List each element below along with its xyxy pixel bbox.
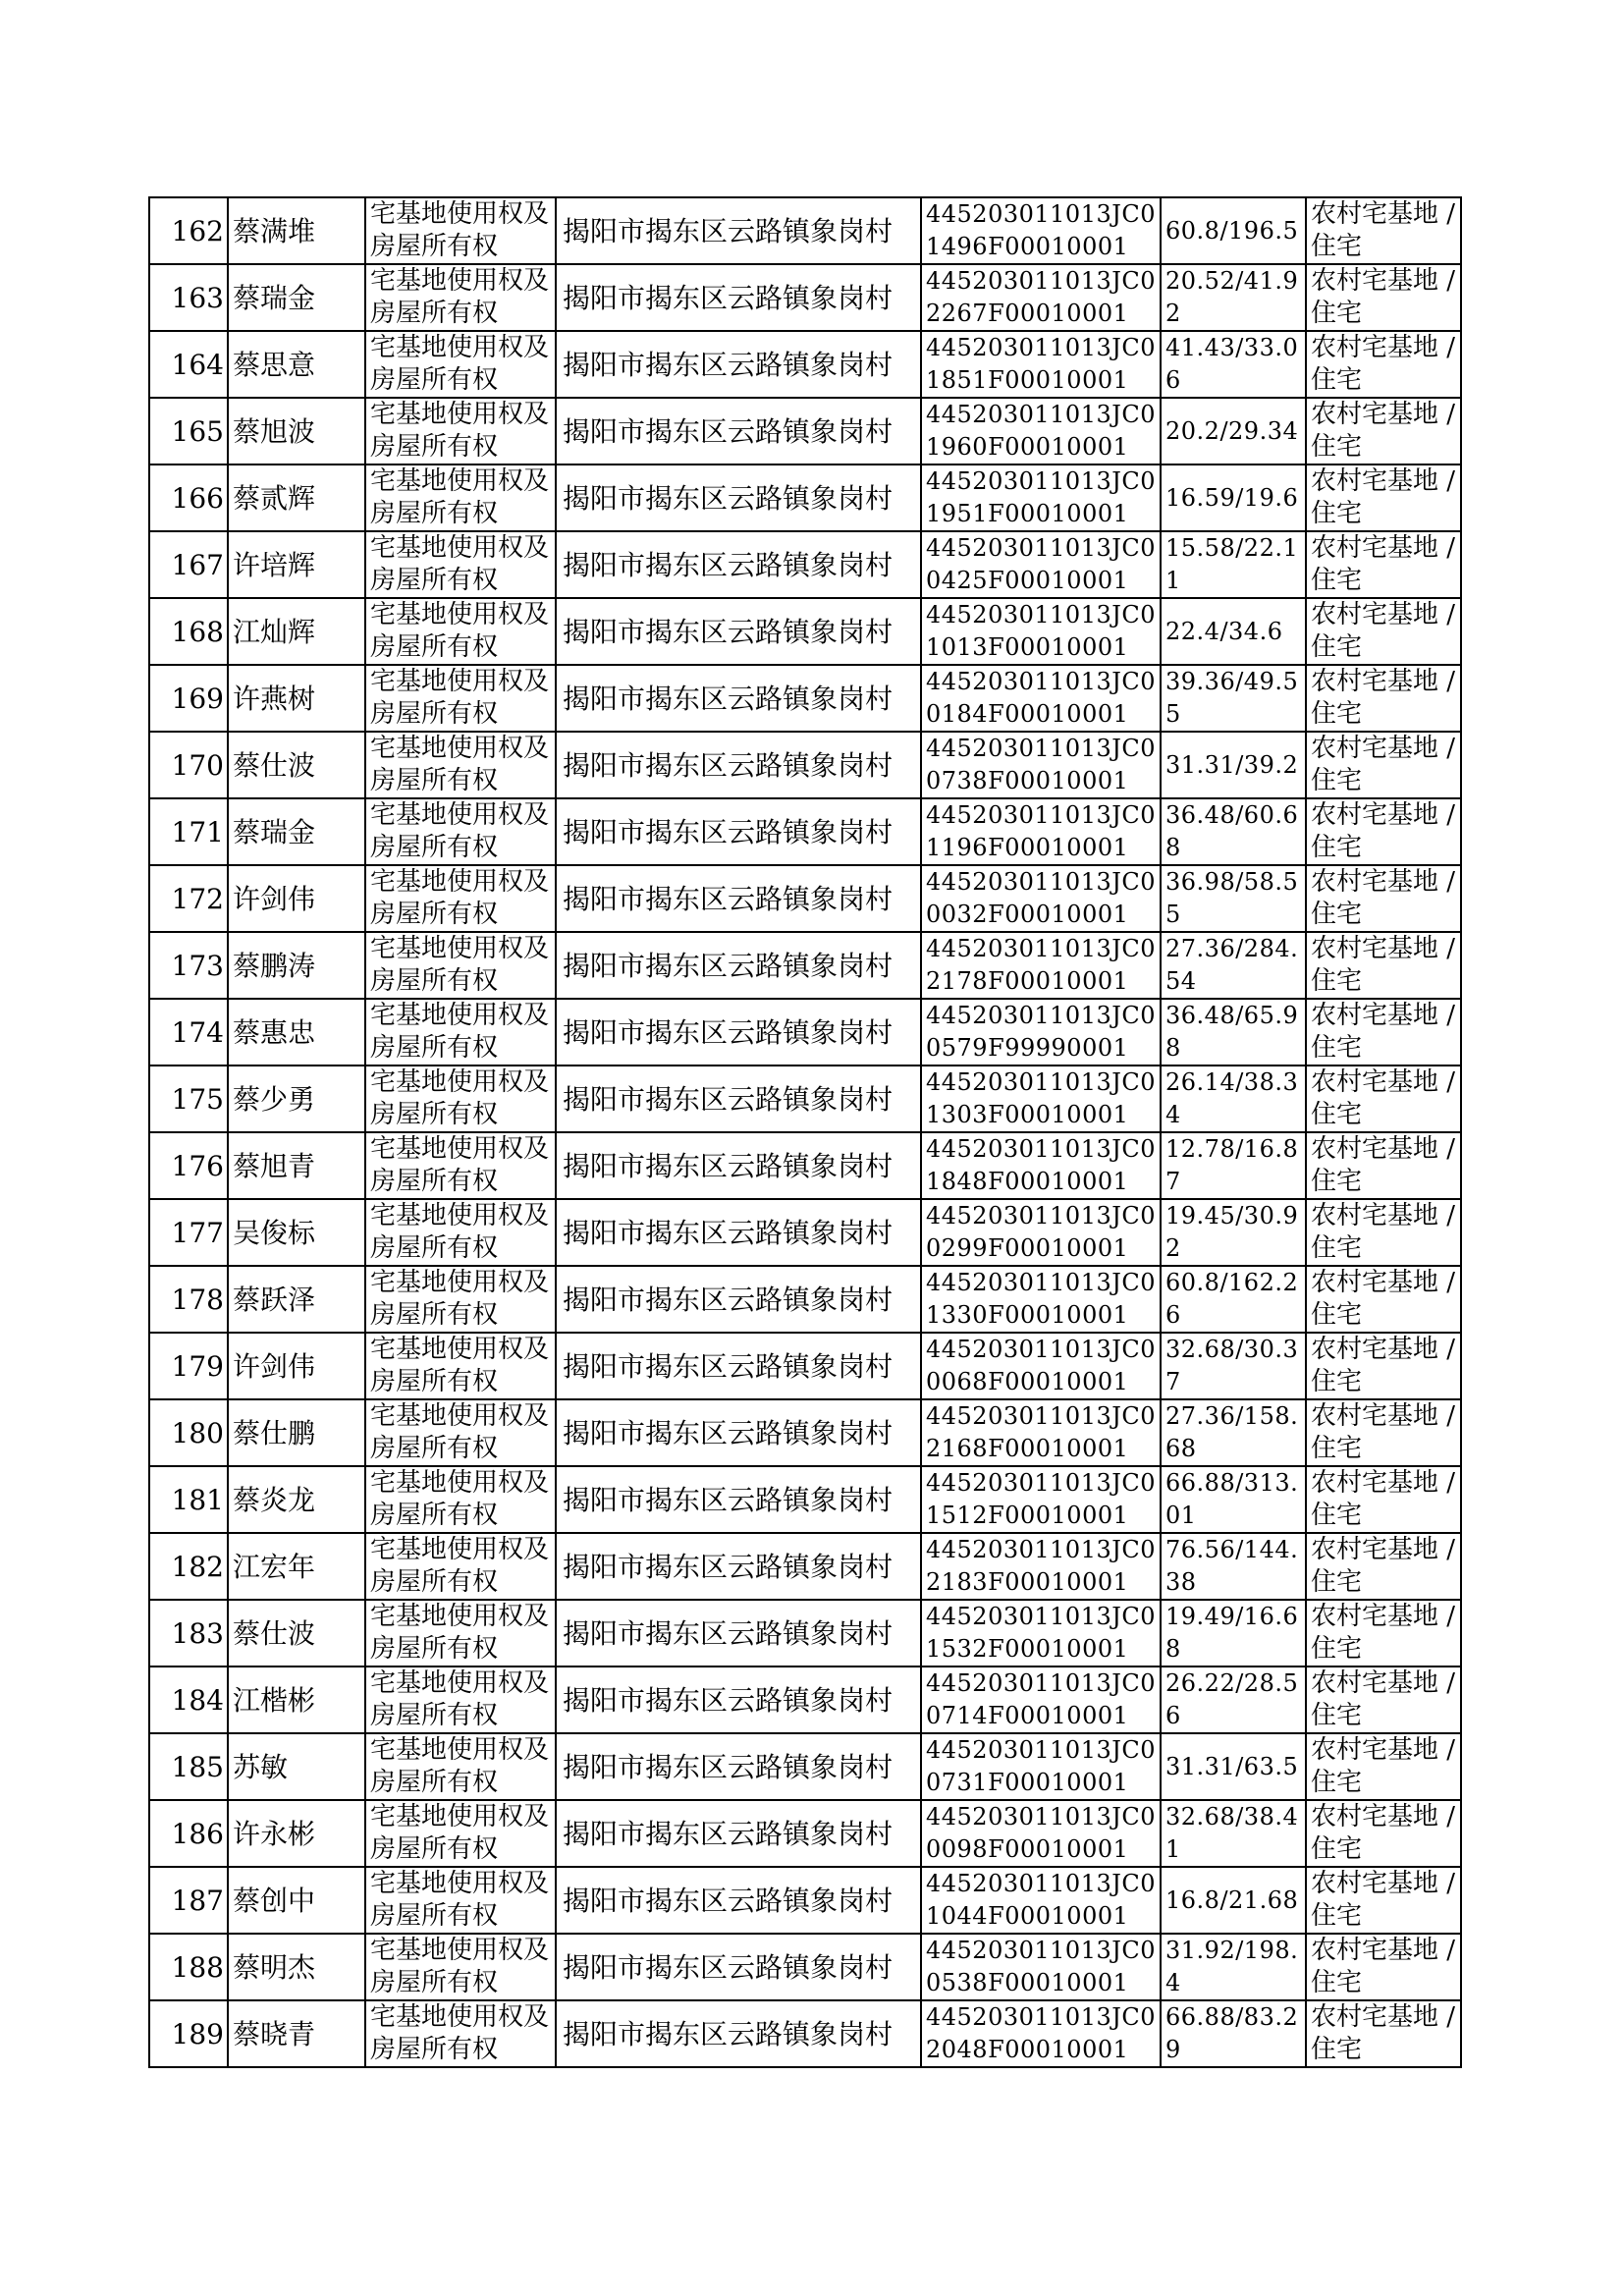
unit-code-cell: 445203011013JC01951F00010001 — [921, 464, 1161, 531]
area-value-cell: 20.52/41.92 — [1161, 264, 1306, 331]
area-value-cell: 19.49/16.68 — [1161, 1600, 1306, 1667]
right-type-cell: 宅基地使用权及房屋所有权 — [365, 1934, 556, 2000]
area-value-cell: 76.56/144.38 — [1161, 1533, 1306, 1600]
row-number-cell: 186 — [149, 1800, 228, 1867]
area-value-cell: 32.68/30.37 — [1161, 1333, 1306, 1399]
row-number-cell: 177 — [149, 1199, 228, 1266]
owner-name-cell: 蔡创中 — [228, 1867, 365, 1934]
area-value-cell: 41.43/33.06 — [1161, 331, 1306, 398]
table-row — [149, 1466, 1461, 1533]
right-type-cell: 宅基地使用权及房屋所有权 — [365, 1466, 556, 1533]
land-use-cell: 农村宅基地 / 住宅 — [1306, 1399, 1461, 1466]
owner-name-cell: 蔡明杰 — [228, 1934, 365, 2000]
area-value-cell: 16.59/19.6 — [1161, 464, 1306, 531]
owner-name-cell: 蔡思意 — [228, 331, 365, 398]
row-number-cell: 187 — [149, 1867, 228, 1934]
unit-code-cell: 445203011013JC00299F00010001 — [921, 1199, 1161, 1266]
property-location-cell: 揭阳市揭东区云路镇象岗村 — [556, 331, 921, 398]
owner-name-cell: 蔡仕波 — [228, 732, 365, 798]
property-location-cell: 揭阳市揭东区云路镇象岗村 — [556, 464, 921, 531]
owner-name-cell: 蔡仕波 — [228, 1600, 365, 1667]
table-row — [149, 932, 1461, 999]
property-location-cell: 揭阳市揭东区云路镇象岗村 — [556, 1867, 921, 1934]
land-use-cell: 农村宅基地 / 住宅 — [1306, 1066, 1461, 1132]
row-number-cell: 185 — [149, 1733, 228, 1800]
unit-code-cell: 445203011013JC00184F00010001 — [921, 665, 1161, 732]
right-type-cell: 宅基地使用权及房屋所有权 — [365, 1199, 556, 1266]
property-location-cell: 揭阳市揭东区云路镇象岗村 — [556, 1132, 921, 1199]
property-location-cell: 揭阳市揭东区云路镇象岗村 — [556, 665, 921, 732]
area-value-cell: 19.45/30.92 — [1161, 1199, 1306, 1266]
unit-code-cell: 445203011013JC00714F00010001 — [921, 1667, 1161, 1733]
row-number-cell: 188 — [149, 1934, 228, 2000]
row-number-cell: 183 — [149, 1600, 228, 1667]
property-registry-table — [148, 196, 1462, 2068]
property-location-cell: 揭阳市揭东区云路镇象岗村 — [556, 531, 921, 598]
table-row — [149, 1199, 1461, 1266]
property-location-cell: 揭阳市揭东区云路镇象岗村 — [556, 798, 921, 865]
table-row — [149, 1600, 1461, 1667]
property-location-cell: 揭阳市揭东区云路镇象岗村 — [556, 1333, 921, 1399]
unit-code-cell: 445203011013JC01330F00010001 — [921, 1266, 1161, 1333]
property-location-cell: 揭阳市揭东区云路镇象岗村 — [556, 1533, 921, 1600]
land-use-cell: 农村宅基地 / 住宅 — [1306, 264, 1461, 331]
owner-name-cell: 江宏年 — [228, 1533, 365, 1600]
area-value-cell: 66.88/313.01 — [1161, 1466, 1306, 1533]
row-number-cell: 172 — [149, 865, 228, 932]
area-value-cell: 32.68/38.41 — [1161, 1800, 1306, 1867]
table-row — [149, 1333, 1461, 1399]
right-type-cell: 宅基地使用权及房屋所有权 — [365, 932, 556, 999]
owner-name-cell: 许燕树 — [228, 665, 365, 732]
property-location-cell: 揭阳市揭东区云路镇象岗村 — [556, 197, 921, 264]
unit-code-cell: 445203011013JC01496F00010001 — [921, 197, 1161, 264]
unit-code-cell: 445203011013JC02183F00010001 — [921, 1533, 1161, 1600]
land-use-cell: 农村宅基地 / 住宅 — [1306, 464, 1461, 531]
owner-name-cell: 蔡鹏涛 — [228, 932, 365, 999]
table-row — [149, 865, 1461, 932]
area-value-cell: 20.2/29.34 — [1161, 398, 1306, 464]
land-use-cell: 农村宅基地 / 住宅 — [1306, 398, 1461, 464]
property-location-cell: 揭阳市揭东区云路镇象岗村 — [556, 1733, 921, 1800]
area-value-cell: 16.8/21.68 — [1161, 1867, 1306, 1934]
area-value-cell: 26.22/28.56 — [1161, 1667, 1306, 1733]
land-use-cell: 农村宅基地 / 住宅 — [1306, 197, 1461, 264]
unit-code-cell: 445203011013JC00538F00010001 — [921, 1934, 1161, 2000]
table-row — [149, 331, 1461, 398]
row-number-cell: 166 — [149, 464, 228, 531]
row-number-cell: 178 — [149, 1266, 228, 1333]
property-location-cell: 揭阳市揭东区云路镇象岗村 — [556, 1199, 921, 1266]
row-number-cell: 184 — [149, 1667, 228, 1733]
owner-name-cell: 蔡少勇 — [228, 1066, 365, 1132]
owner-name-cell: 许培辉 — [228, 531, 365, 598]
owner-name-cell: 许永彬 — [228, 1800, 365, 1867]
right-type-cell: 宅基地使用权及房屋所有权 — [365, 264, 556, 331]
area-value-cell: 27.36/284.54 — [1161, 932, 1306, 999]
unit-code-cell: 445203011013JC01851F00010001 — [921, 331, 1161, 398]
area-value-cell: 36.48/60.68 — [1161, 798, 1306, 865]
land-use-cell: 农村宅基地 / 住宅 — [1306, 865, 1461, 932]
area-value-cell: 15.58/22.11 — [1161, 531, 1306, 598]
row-number-cell: 169 — [149, 665, 228, 732]
unit-code-cell: 445203011013JC00731F00010001 — [921, 1733, 1161, 1800]
unit-code-cell: 445203011013JC02168F00010001 — [921, 1399, 1161, 1466]
land-use-cell: 农村宅基地 / 住宅 — [1306, 1667, 1461, 1733]
right-type-cell: 宅基地使用权及房屋所有权 — [365, 1800, 556, 1867]
right-type-cell: 宅基地使用权及房屋所有权 — [365, 1132, 556, 1199]
row-number-cell: 167 — [149, 531, 228, 598]
property-location-cell: 揭阳市揭东区云路镇象岗村 — [556, 865, 921, 932]
unit-code-cell: 445203011013JC02048F00010001 — [921, 2000, 1161, 2067]
row-number-cell: 175 — [149, 1066, 228, 1132]
area-value-cell: 27.36/158.68 — [1161, 1399, 1306, 1466]
right-type-cell: 宅基地使用权及房屋所有权 — [365, 865, 556, 932]
right-type-cell: 宅基地使用权及房屋所有权 — [365, 1266, 556, 1333]
land-use-cell: 农村宅基地 / 住宅 — [1306, 2000, 1461, 2067]
property-location-cell: 揭阳市揭东区云路镇象岗村 — [556, 999, 921, 1066]
owner-name-cell: 蔡晓青 — [228, 2000, 365, 2067]
right-type-cell: 宅基地使用权及房屋所有权 — [365, 732, 556, 798]
owner-name-cell: 蔡仕鹏 — [228, 1399, 365, 1466]
land-use-cell: 农村宅基地 / 住宅 — [1306, 932, 1461, 999]
table-row — [149, 1533, 1461, 1600]
owner-name-cell: 江灿辉 — [228, 598, 365, 665]
right-type-cell: 宅基地使用权及房屋所有权 — [365, 1399, 556, 1466]
row-number-cell: 170 — [149, 732, 228, 798]
unit-code-cell: 445203011013JC00068F00010001 — [921, 1333, 1161, 1399]
right-type-cell: 宅基地使用权及房屋所有权 — [365, 1867, 556, 1934]
owner-name-cell: 蔡瑞金 — [228, 798, 365, 865]
area-value-cell: 31.92/198.4 — [1161, 1934, 1306, 2000]
area-value-cell: 39.36/49.55 — [1161, 665, 1306, 732]
owner-name-cell: 许剑伟 — [228, 865, 365, 932]
right-type-cell: 宅基地使用权及房屋所有权 — [365, 2000, 556, 2067]
area-value-cell: 36.48/65.98 — [1161, 999, 1306, 1066]
property-location-cell: 揭阳市揭东区云路镇象岗村 — [556, 264, 921, 331]
property-location-cell: 揭阳市揭东区云路镇象岗村 — [556, 1800, 921, 1867]
table-row — [149, 1066, 1461, 1132]
right-type-cell: 宅基地使用权及房屋所有权 — [365, 531, 556, 598]
right-type-cell: 宅基地使用权及房屋所有权 — [365, 1600, 556, 1667]
right-type-cell: 宅基地使用权及房屋所有权 — [365, 464, 556, 531]
row-number-cell: 162 — [149, 197, 228, 264]
table-row — [149, 1399, 1461, 1466]
table-body — [149, 197, 1461, 2067]
owner-name-cell: 蔡炎龙 — [228, 1466, 365, 1533]
row-number-cell: 179 — [149, 1333, 228, 1399]
owner-name-cell: 蔡瑞金 — [228, 264, 365, 331]
owner-name-cell: 蔡惠忠 — [228, 999, 365, 1066]
unit-code-cell: 445203011013JC01512F00010001 — [921, 1466, 1161, 1533]
row-number-cell: 182 — [149, 1533, 228, 1600]
right-type-cell: 宅基地使用权及房屋所有权 — [365, 1333, 556, 1399]
land-use-cell: 农村宅基地 / 住宅 — [1306, 1533, 1461, 1600]
area-value-cell: 60.8/162.26 — [1161, 1266, 1306, 1333]
area-value-cell: 60.8/196.5 — [1161, 197, 1306, 264]
land-use-cell: 农村宅基地 / 住宅 — [1306, 798, 1461, 865]
property-location-cell: 揭阳市揭东区云路镇象岗村 — [556, 1934, 921, 2000]
row-number-cell: 163 — [149, 264, 228, 331]
right-type-cell: 宅基地使用权及房屋所有权 — [365, 665, 556, 732]
owner-name-cell: 蔡旭青 — [228, 1132, 365, 1199]
owner-name-cell: 蔡旭波 — [228, 398, 365, 464]
table-row — [149, 598, 1461, 665]
table-row — [149, 1733, 1461, 1800]
land-use-cell: 农村宅基地 / 住宅 — [1306, 1132, 1461, 1199]
owner-name-cell: 蔡跃泽 — [228, 1266, 365, 1333]
unit-code-cell: 445203011013JC02267F00010001 — [921, 264, 1161, 331]
land-use-cell: 农村宅基地 / 住宅 — [1306, 665, 1461, 732]
row-number-cell: 164 — [149, 331, 228, 398]
land-use-cell: 农村宅基地 / 住宅 — [1306, 1934, 1461, 2000]
land-use-cell: 农村宅基地 / 住宅 — [1306, 1733, 1461, 1800]
row-number-cell: 171 — [149, 798, 228, 865]
right-type-cell: 宅基地使用权及房屋所有权 — [365, 598, 556, 665]
area-value-cell: 26.14/38.34 — [1161, 1066, 1306, 1132]
property-location-cell: 揭阳市揭东区云路镇象岗村 — [556, 1667, 921, 1733]
area-value-cell: 66.88/83.29 — [1161, 2000, 1306, 2067]
property-location-cell: 揭阳市揭东区云路镇象岗村 — [556, 1600, 921, 1667]
owner-name-cell: 江楷彬 — [228, 1667, 365, 1733]
land-use-cell: 农村宅基地 / 住宅 — [1306, 1266, 1461, 1333]
property-location-cell: 揭阳市揭东区云路镇象岗村 — [556, 398, 921, 464]
unit-code-cell: 445203011013JC00425F00010001 — [921, 531, 1161, 598]
unit-code-cell: 445203011013JC01013F00010001 — [921, 598, 1161, 665]
land-use-cell: 农村宅基地 / 住宅 — [1306, 331, 1461, 398]
owner-name-cell: 苏敏 — [228, 1733, 365, 1800]
land-use-cell: 农村宅基地 / 住宅 — [1306, 1800, 1461, 1867]
table-row — [149, 464, 1461, 531]
right-type-cell: 宅基地使用权及房屋所有权 — [365, 1533, 556, 1600]
row-number-cell: 181 — [149, 1466, 228, 1533]
owner-name-cell: 蔡满堆 — [228, 197, 365, 264]
right-type-cell: 宅基地使用权及房屋所有权 — [365, 1066, 556, 1132]
right-type-cell: 宅基地使用权及房屋所有权 — [365, 197, 556, 264]
unit-code-cell: 445203011013JC00032F00010001 — [921, 865, 1161, 932]
right-type-cell: 宅基地使用权及房屋所有权 — [365, 398, 556, 464]
property-location-cell: 揭阳市揭东区云路镇象岗村 — [556, 1466, 921, 1533]
unit-code-cell: 445203011013JC02178F00010001 — [921, 932, 1161, 999]
property-location-cell: 揭阳市揭东区云路镇象岗村 — [556, 2000, 921, 2067]
land-use-cell: 农村宅基地 / 住宅 — [1306, 732, 1461, 798]
table-row — [149, 999, 1461, 1066]
table-row — [149, 732, 1461, 798]
property-location-cell: 揭阳市揭东区云路镇象岗村 — [556, 732, 921, 798]
row-number-cell: 176 — [149, 1132, 228, 1199]
unit-code-cell: 445203011013JC01960F00010001 — [921, 398, 1161, 464]
table-row — [149, 1266, 1461, 1333]
table-row — [149, 665, 1461, 732]
unit-code-cell: 445203011013JC01848F00010001 — [921, 1132, 1161, 1199]
property-location-cell: 揭阳市揭东区云路镇象岗村 — [556, 598, 921, 665]
table-row — [149, 398, 1461, 464]
unit-code-cell: 445203011013JC01303F00010001 — [921, 1066, 1161, 1132]
land-use-cell: 农村宅基地 / 住宅 — [1306, 999, 1461, 1066]
land-use-cell: 农村宅基地 / 住宅 — [1306, 1600, 1461, 1667]
row-number-cell: 180 — [149, 1399, 228, 1466]
table-row — [149, 531, 1461, 598]
area-value-cell: 12.78/16.87 — [1161, 1132, 1306, 1199]
row-number-cell: 165 — [149, 398, 228, 464]
right-type-cell: 宅基地使用权及房屋所有权 — [365, 1667, 556, 1733]
table-row — [149, 798, 1461, 865]
land-use-cell: 农村宅基地 / 住宅 — [1306, 598, 1461, 665]
owner-name-cell: 蔡贰辉 — [228, 464, 365, 531]
unit-code-cell: 445203011013JC01196F00010001 — [921, 798, 1161, 865]
owner-name-cell: 吴俊标 — [228, 1199, 365, 1266]
right-type-cell: 宅基地使用权及房屋所有权 — [365, 999, 556, 1066]
unit-code-cell: 445203011013JC01044F00010001 — [921, 1867, 1161, 1934]
land-use-cell: 农村宅基地 / 住宅 — [1306, 1867, 1461, 1934]
property-location-cell: 揭阳市揭东区云路镇象岗村 — [556, 1066, 921, 1132]
table-row — [149, 264, 1461, 331]
table-row — [149, 1132, 1461, 1199]
land-use-cell: 农村宅基地 / 住宅 — [1306, 1333, 1461, 1399]
table-row — [149, 1800, 1461, 1867]
table-row — [149, 197, 1461, 264]
unit-code-cell: 445203011013JC01532F00010001 — [921, 1600, 1161, 1667]
area-value-cell: 36.98/58.55 — [1161, 865, 1306, 932]
table-row — [149, 1934, 1461, 2000]
right-type-cell: 宅基地使用权及房屋所有权 — [365, 1733, 556, 1800]
property-location-cell: 揭阳市揭东区云路镇象岗村 — [556, 1266, 921, 1333]
table-row — [149, 2000, 1461, 2067]
land-use-cell: 农村宅基地 / 住宅 — [1306, 531, 1461, 598]
table-row — [149, 1867, 1461, 1934]
row-number-cell: 168 — [149, 598, 228, 665]
unit-code-cell: 445203011013JC00098F00010001 — [921, 1800, 1161, 1867]
land-use-cell: 农村宅基地 / 住宅 — [1306, 1466, 1461, 1533]
unit-code-cell: 445203011013JC00579F99990001 — [921, 999, 1161, 1066]
owner-name-cell: 许剑伟 — [228, 1333, 365, 1399]
table-row — [149, 1667, 1461, 1733]
area-value-cell: 22.4/34.6 — [1161, 598, 1306, 665]
area-value-cell: 31.31/39.2 — [1161, 732, 1306, 798]
property-location-cell: 揭阳市揭东区云路镇象岗村 — [556, 932, 921, 999]
row-number-cell: 189 — [149, 2000, 228, 2067]
property-location-cell: 揭阳市揭东区云路镇象岗村 — [556, 1399, 921, 1466]
right-type-cell: 宅基地使用权及房屋所有权 — [365, 798, 556, 865]
unit-code-cell: 445203011013JC00738F00010001 — [921, 732, 1161, 798]
area-value-cell: 31.31/63.5 — [1161, 1733, 1306, 1800]
row-number-cell: 174 — [149, 999, 228, 1066]
row-number-cell: 173 — [149, 932, 228, 999]
land-use-cell: 农村宅基地 / 住宅 — [1306, 1199, 1461, 1266]
right-type-cell: 宅基地使用权及房屋所有权 — [365, 331, 556, 398]
